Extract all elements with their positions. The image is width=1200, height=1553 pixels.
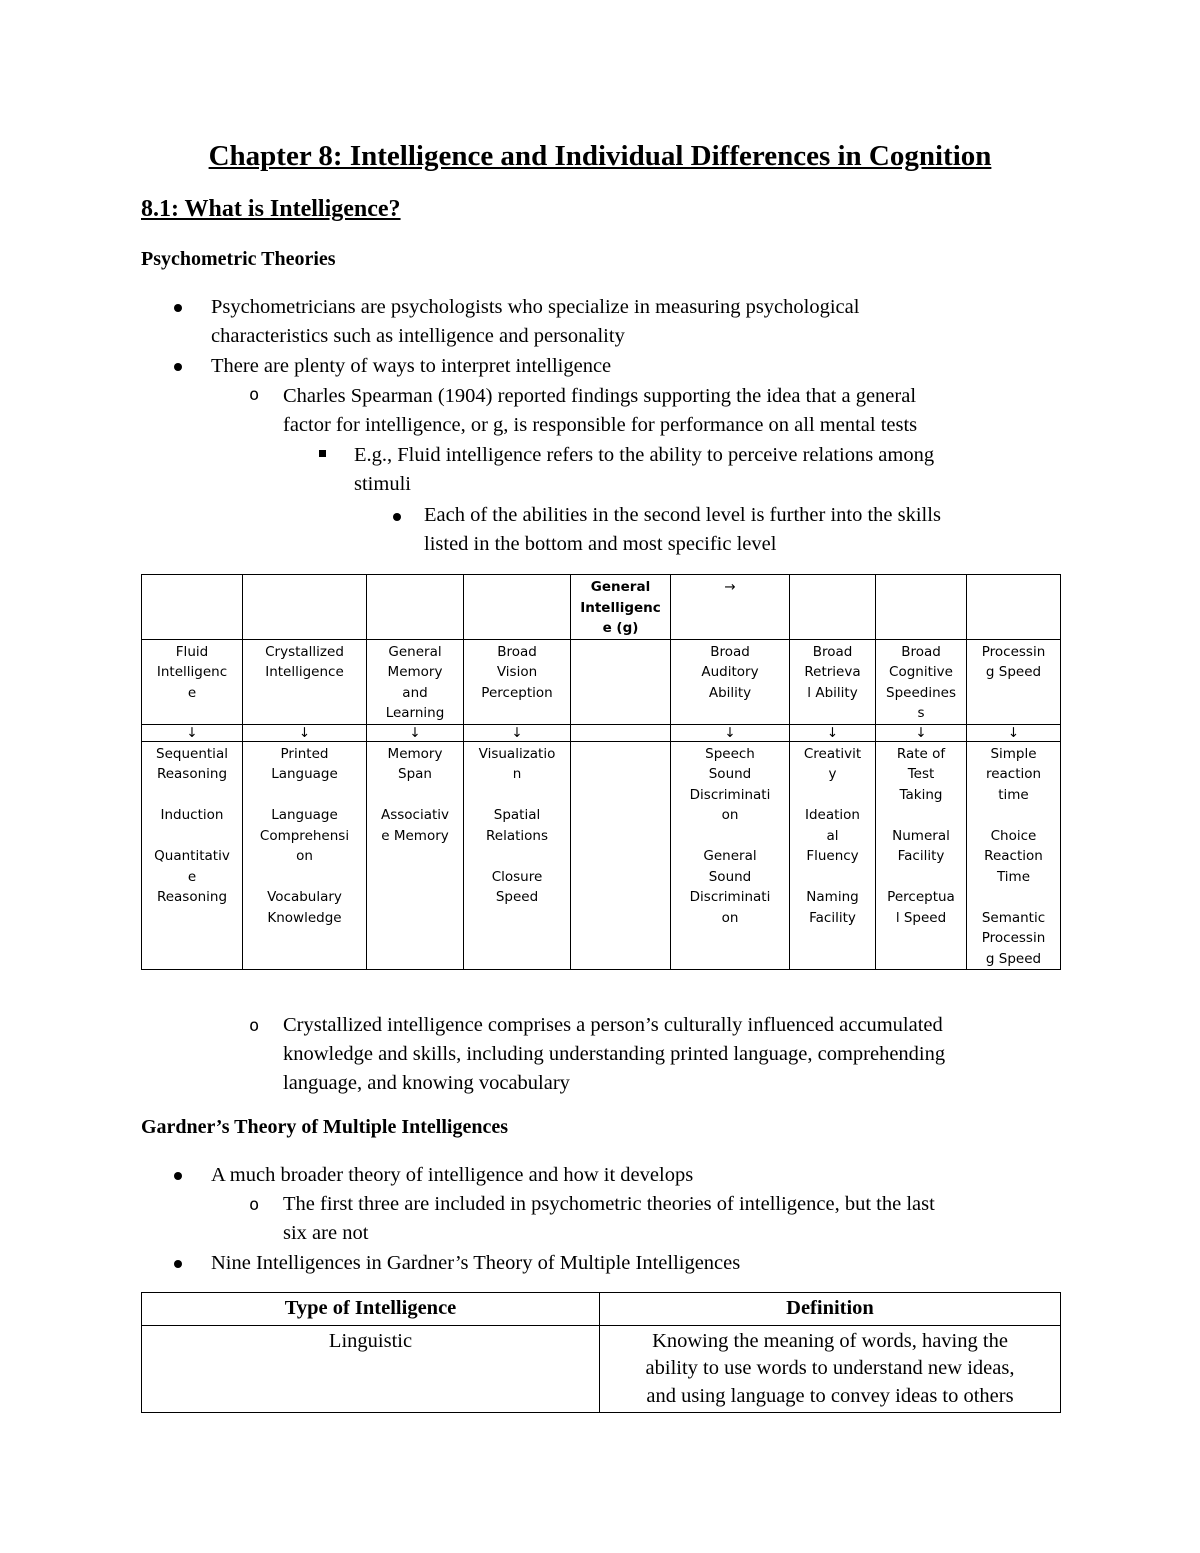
cell-line: [969, 887, 1058, 908]
text-line: ability to use words to understand new ideas,: [645, 1357, 1015, 1379]
cell-line: Language: [271, 807, 338, 823]
skill-cell: [464, 741, 571, 970]
cell-line: Learning: [385, 705, 445, 721]
cell-line: Memory: [387, 745, 443, 762]
table-cell: [464, 575, 571, 640]
text-line: characteristics such as intelligence and personality: [211, 325, 625, 347]
cell-line: Vocabulary: [267, 889, 342, 905]
cell-line: Perceptua: [887, 889, 955, 905]
cell-line: e: [187, 684, 197, 701]
cell-line: Simple: [990, 745, 1037, 762]
ability-cell: [142, 639, 243, 724]
ability-cell: [967, 639, 1061, 724]
ability-cell: [790, 639, 876, 724]
cell-line: [792, 867, 873, 888]
arrow-down-cell: [876, 724, 967, 741]
skill-cell: [367, 741, 464, 970]
cell-line: Facility: [809, 909, 856, 926]
bullet-icon: [393, 513, 401, 521]
cell-line: Intelligenc: [156, 664, 228, 680]
cell-line: Vision: [496, 664, 538, 680]
cell-line: al: [826, 827, 839, 844]
bullet-icon: [174, 1260, 182, 1268]
skill-cell: [790, 741, 876, 970]
cell-line: e Memory: [381, 827, 449, 844]
cell-line: Sound: [708, 868, 752, 885]
text-line: Knowing the meaning of words, having the: [652, 1329, 1008, 1352]
cell-line: y: [828, 766, 837, 782]
text-line: knowledge and skills, including understanding printed language, comprehending: [283, 1043, 946, 1065]
sub-bullet-spearman: [283, 382, 917, 440]
cell-line: Creativit: [803, 745, 862, 762]
text-line: The first three are included in psychometric theories of intelligence, but the last: [283, 1193, 935, 1215]
arrow-down-cell: [790, 724, 876, 741]
cell-line: Intelligenc: [580, 599, 661, 616]
cell-line: Ideation: [805, 807, 860, 823]
cell-line: Ability: [708, 684, 752, 701]
cell-line: Fluid: [175, 643, 209, 660]
cell-line: Quantitativ: [154, 848, 230, 864]
cell-line: [878, 805, 964, 826]
cell-line: g Speed: [985, 950, 1042, 967]
cell-line: Test: [907, 766, 935, 782]
cell-line: Spatial: [493, 807, 541, 823]
arrow-down-cell: [967, 724, 1061, 741]
cell-line: Comprehensi: [259, 827, 350, 844]
cell-line: Auditory: [701, 664, 759, 680]
cell-line: Reaction: [984, 848, 1043, 864]
sub-bullet-first-three: [283, 1190, 935, 1248]
cell-line: s: [917, 705, 925, 721]
arrow-right-cell: [671, 575, 790, 640]
table-row-arrows: [142, 724, 1061, 741]
skill-cell: [876, 741, 967, 970]
cell-line: Speed: [495, 889, 539, 905]
cell-line: [466, 846, 568, 867]
cell-line: Induction: [160, 807, 224, 823]
cell-line: [144, 785, 240, 806]
arrow-down-cell: [571, 724, 671, 741]
table-header-row: [142, 1293, 1061, 1326]
cell-line: [969, 805, 1058, 826]
cell-line: [466, 785, 568, 806]
skill-cell: [243, 741, 367, 970]
intelligence-type-cell: Linguistic: [142, 1325, 600, 1413]
psychometric-heading: Psychometric Theories: [141, 248, 336, 270]
cell-line: Broad: [901, 643, 941, 660]
arrow-down-icon: ↓: [409, 724, 421, 741]
cell-line: l Ability: [807, 684, 858, 701]
cell-line: g Speed: [985, 664, 1042, 680]
cell-line: Language: [271, 766, 338, 782]
column-header-type: Type of Intelligence: [142, 1293, 600, 1326]
text-line: Crystallized intelligence comprises a person’s culturally influenced accumulated: [283, 1014, 943, 1036]
arrow-down-icon: ↓: [724, 724, 736, 741]
arrow-down-icon: ↓: [511, 724, 523, 741]
sub-bullet-marker: o: [249, 385, 260, 405]
cell-line: Naming: [806, 889, 859, 905]
cell-line: Speedines: [886, 684, 956, 701]
cell-line: Sequential: [156, 745, 228, 762]
cell-line: on: [721, 807, 739, 823]
cell-line: Broad: [497, 643, 537, 660]
text-line: stimuli: [354, 473, 411, 495]
arrow-down-cell: [142, 724, 243, 741]
arrow-down-cell: [671, 724, 790, 741]
cell-line: [245, 785, 364, 806]
table-row-abilities: [142, 639, 1061, 724]
bullet-interpret: There are plenty of ways to interpret intelligence: [211, 355, 612, 377]
bullet-broader-theory: A much broader theory of intelligence and how it develops: [211, 1164, 694, 1186]
skill-cell: [967, 741, 1061, 970]
cell-line: [878, 867, 964, 888]
arrow-down-cell: [464, 724, 571, 741]
bullet-icon: [174, 304, 182, 312]
cell-line: Perception: [481, 684, 553, 701]
ability-cell: [876, 639, 967, 724]
text-line: Charles Spearman (1904) reported findings supporting the idea that a general: [283, 385, 917, 407]
ability-cell: [571, 639, 671, 724]
cell-line: Knowledge: [267, 909, 342, 926]
cell-line: Choice: [990, 827, 1037, 844]
ability-cell: [464, 639, 571, 724]
cell-line: [369, 785, 461, 806]
cell-line: Speech: [705, 745, 755, 762]
cell-line: Processin: [981, 930, 1046, 946]
cell-line: Numeral: [892, 827, 950, 844]
intelligence-hierarchy-table: [141, 574, 1061, 970]
cell-line: Fluency: [806, 848, 859, 864]
sub-bullet-crystallized: [283, 1011, 945, 1098]
table-cell: [790, 575, 876, 640]
text-line: listed in the bottom and most specific level: [424, 533, 777, 555]
cell-line: on: [296, 848, 313, 864]
text-line: language, and knowing vocabulary: [283, 1072, 570, 1094]
text-line: and using language to convey ideas to others: [646, 1384, 1014, 1407]
cell-line: e: [187, 868, 197, 885]
cell-line: Rate of: [896, 745, 946, 762]
arrow-down-icon: ↓: [1007, 724, 1020, 741]
arrow-right-icon: →: [724, 579, 736, 595]
bullet-psychometricians: [211, 293, 859, 351]
ability-cell: [367, 639, 464, 724]
subsub-bullet-fluid: [354, 441, 934, 499]
subsubsub-bullet-abilities: [424, 501, 941, 559]
cell-line: n: [512, 766, 522, 782]
page-title: Chapter 8: Intelligence and Individual Differences in Cognition: [208, 140, 992, 172]
cell-line: time: [998, 786, 1029, 803]
text-line: six are not: [283, 1222, 369, 1244]
bullet-nine-intelligences: Nine Intelligences in Gardner’s Theory of Multiple Intelligences: [211, 1252, 741, 1274]
table-cell: [142, 575, 243, 640]
cell-line: Time: [996, 868, 1031, 885]
cell-line: Visualizatio: [478, 745, 556, 762]
cell-line: Crystallized: [265, 643, 344, 660]
cell-line: Intelligence: [265, 664, 344, 680]
table-row-general: [142, 575, 1061, 640]
cell-line: Processin: [981, 643, 1046, 660]
text-line: E.g., Fluid intelligence refers to the ability to perceive relations among: [354, 444, 935, 466]
cell-line: l Speed: [895, 909, 947, 926]
cell-line: General: [590, 579, 651, 595]
cell-line: General: [703, 848, 757, 864]
cell-line: Span: [398, 766, 432, 782]
arrow-down-cell: [367, 724, 464, 741]
cell-line: on: [721, 909, 739, 926]
cell-line: reaction: [985, 766, 1042, 782]
gardner-heading: Gardner’s Theory of Multiple Intelligences: [141, 1116, 508, 1138]
skill-cell: [671, 741, 790, 970]
skill-cell: [571, 741, 671, 970]
arrow-down-icon: ↓: [298, 724, 311, 741]
cell-line: Retrieva: [804, 664, 861, 680]
table-cell: [367, 575, 464, 640]
arrow-down-cell: [243, 724, 367, 741]
cell-line: Reasoning: [156, 889, 228, 905]
table-row: [142, 1325, 1061, 1413]
cell-line: [673, 826, 787, 847]
cell-line: Sound: [708, 766, 752, 782]
column-header-definition: Definition: [600, 1293, 1061, 1326]
text-line: Psychometricians are psychologists who specialize in measuring psychological: [211, 296, 860, 318]
cell-line: General: [388, 643, 442, 660]
arrow-down-icon: ↓: [915, 724, 927, 741]
ability-cell: [671, 639, 790, 724]
table-cell: [876, 575, 967, 640]
cell-line: Taking: [899, 786, 943, 803]
table-cell: [967, 575, 1061, 640]
cell-line: Facility: [897, 848, 945, 864]
cell-line: Relations: [486, 827, 548, 844]
cell-line: e (g): [602, 620, 639, 636]
cell-line: Cognitive: [889, 664, 953, 680]
cell-line: and: [402, 684, 428, 701]
intelligence-definition-cell: [600, 1325, 1061, 1413]
bullet-icon: [174, 1172, 182, 1180]
cell-line: [245, 867, 364, 888]
skill-cell: [142, 741, 243, 970]
bullet-icon: [174, 363, 182, 371]
square-bullet-icon: [319, 450, 326, 457]
gardner-intelligences-table: [141, 1292, 1061, 1413]
table-row-skills: [142, 741, 1061, 970]
cell-line: Semantic: [981, 909, 1046, 926]
arrow-down-icon: ↓: [826, 724, 839, 741]
cell-line: [144, 826, 240, 847]
cell-line: Associativ: [380, 807, 450, 823]
cell-line: Broad: [812, 643, 853, 660]
cell-line: Memory: [387, 664, 443, 680]
cell-line: Printed: [280, 745, 329, 762]
cell-line: [792, 785, 873, 806]
sub-bullet-marker: o: [249, 1195, 260, 1215]
sub-bullet-marker: o: [249, 1016, 260, 1036]
cell-line: Broad: [710, 643, 750, 660]
text-line: factor for intelligence, or g, is responsible for performance on all mental tests: [283, 414, 918, 436]
cell-line: Reasoning: [156, 766, 228, 782]
text-line: Each of the abilities in the second level is further into the skills: [424, 504, 941, 526]
section-heading: 8.1: What is Intelligence?: [141, 196, 401, 222]
cell-line: Discriminati: [689, 889, 771, 905]
cell-line: Discriminati: [689, 786, 771, 803]
table-cell: [243, 575, 367, 640]
general-intelligence-cell: [571, 575, 671, 640]
cell-line: Closure: [491, 868, 543, 885]
ability-cell: [243, 639, 367, 724]
arrow-down-icon: ↓: [186, 724, 198, 741]
